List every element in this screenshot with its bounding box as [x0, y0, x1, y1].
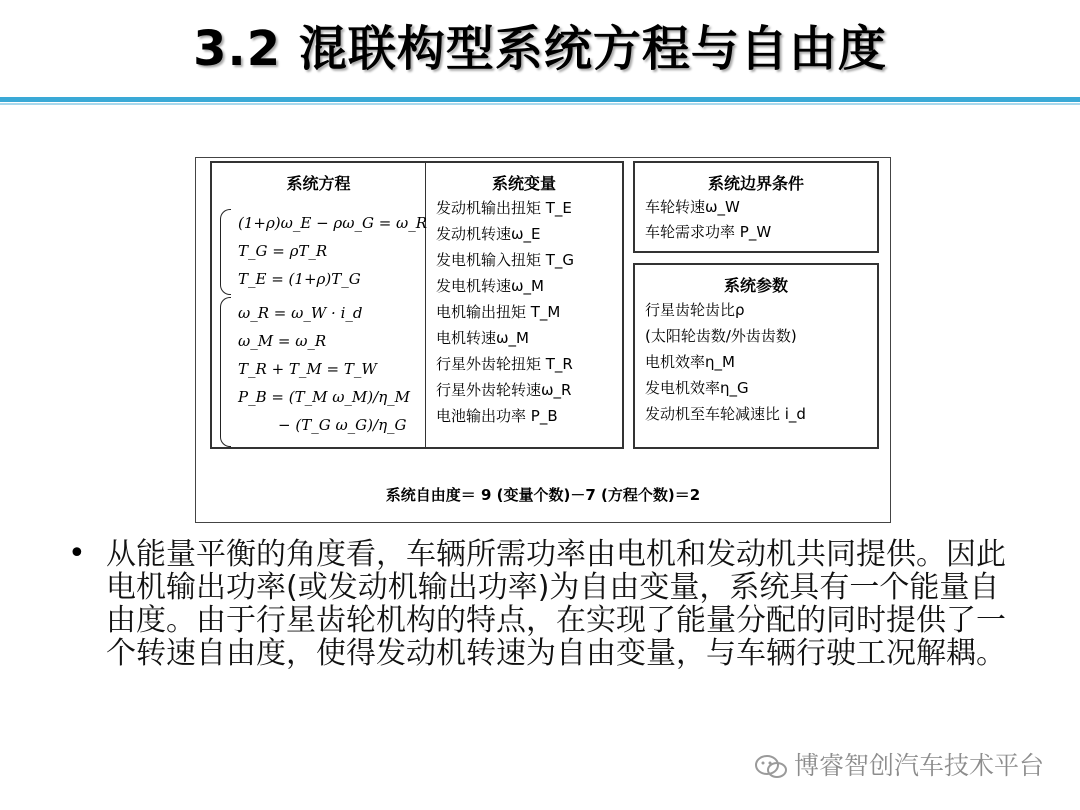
title-divider: [0, 97, 1080, 102]
slide-title: 3.2 混联构型系统方程与自由度: [193, 21, 887, 77]
boundary-header: 系统边界条件: [707, 174, 804, 193]
watermark: [754, 746, 1044, 782]
variable-item: 发电机输入扭矩 T_G: [436, 251, 575, 269]
variable-item: 电机转速ω_M: [436, 329, 530, 347]
variables-header: 系统变量: [491, 174, 556, 193]
equation-group-2: [238, 299, 410, 439]
param-item: 发电机效率η_G: [645, 379, 749, 397]
equation-line: ω_R = ω_W · i_d: [238, 304, 363, 322]
boundary-item: 车轮需求功率 P_W: [645, 223, 772, 241]
equation-line: − (T_G ω_G)/η_G: [278, 416, 407, 434]
param-item: 电机效率η_M: [645, 353, 735, 371]
watermark-text: 博睿智创汽车技术平台: [793, 751, 1044, 780]
equation-line: ω_M = ω_R: [238, 332, 327, 350]
brace-group-1: [220, 209, 231, 295]
variable-item: 发动机输出扭矩 T_E: [436, 199, 572, 217]
equation-line: T_G = ρT_R: [238, 242, 328, 260]
params-list: [645, 297, 873, 427]
equation-line: T_E = (1+ρ)T_G: [238, 270, 361, 288]
boundary-panel: [633, 161, 879, 253]
equations-header: 系统方程: [286, 174, 351, 193]
variable-item: 行星外齿轮转速ω_R: [436, 381, 572, 399]
variables-panel: [426, 161, 624, 449]
equation-group-1: [238, 209, 427, 293]
equations-panel: [210, 161, 426, 449]
brace-group-2: [220, 297, 231, 447]
bullet-marker: •: [68, 536, 86, 571]
equation-line: (1+ρ)ω_E − ρω_G = ω_R: [238, 214, 428, 232]
boundary-item: 车轮转速ω_W: [645, 198, 740, 216]
bullet-text: 从能量平衡的角度看，车辆所需功率由电机和发动机共同提供。因此电机输出功率(或发动机输出功率)为自由变量，系统具有一个能量自由度。由于行星齿轮机构的特点，在实现了能量分配的同时提供了一个转速自由度，使得发动机转速为自由变量，与车辆行驶工况解耦。: [106, 537, 1006, 671]
title-divider-light: [0, 103, 1080, 105]
variable-item: 行星外齿轮扭矩 T_R: [436, 355, 573, 373]
params-panel: [633, 263, 879, 449]
param-item: (太阳轮齿数/外齿齿数): [645, 327, 797, 345]
param-item: 发动机至车轮减速比 i_d: [645, 405, 806, 423]
params-header: 系统参数: [723, 276, 788, 295]
wechat-icon: [754, 754, 788, 780]
variable-item: 发电机转速ω_M: [436, 277, 545, 295]
variable-item: 电池输出功率 P_B: [436, 407, 558, 425]
param-item: 行星齿轮齿比ρ: [645, 301, 745, 319]
variable-item: 发动机转速ω_E: [436, 225, 541, 243]
boundary-list: [645, 195, 873, 245]
equation-line: P_B = (T_M ω_M)/η_M: [238, 388, 411, 406]
equation-figure: [195, 157, 891, 523]
equation-line: T_R + T_M = T_W: [238, 360, 377, 378]
dof-summary: 系统自由度＝ 9 (变量个数)－7 (方程个数)＝2: [385, 486, 701, 504]
variable-item: 电机输出扭矩 T_M: [436, 303, 561, 321]
variables-list: [436, 195, 618, 429]
